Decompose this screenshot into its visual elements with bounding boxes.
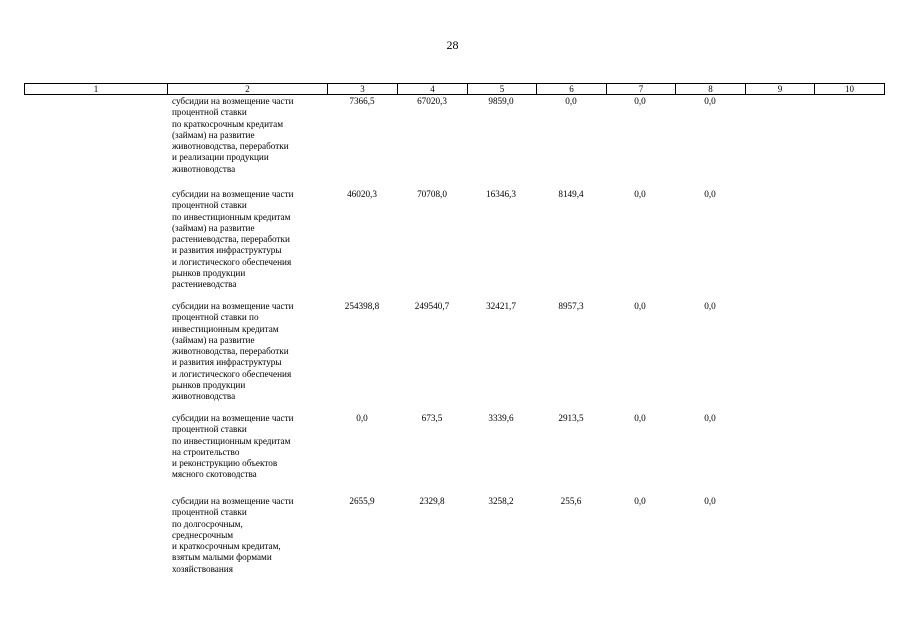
column-number-3: 3 xyxy=(328,84,398,95)
cell-col-5: 3339,6 xyxy=(488,413,514,423)
cell-col-4: 2329,8 xyxy=(419,496,445,506)
cell-col-6: 8149,4 xyxy=(558,189,584,199)
page-number: 28 xyxy=(446,38,459,52)
cell-col-3: 46020,3 xyxy=(347,189,377,199)
cell-col-3: 2655,9 xyxy=(349,496,375,506)
cell-col-7: 0,0 xyxy=(634,189,646,199)
column-number-8: 8 xyxy=(676,84,746,95)
cell-col-3: 7366,5 xyxy=(349,96,375,106)
cell-col-8: 0,0 xyxy=(704,301,716,311)
column-number-9: 9 xyxy=(746,84,815,95)
cell-col-7: 0,0 xyxy=(634,413,646,423)
cell-col-3: 254398,8 xyxy=(344,301,380,311)
row-description: субсидии на возмещение части процентной ставки по инвестиционным кредитам (займам) на развитие растениеводства, переработки и развития инфраструктуры и логистического обеспечения рынков продукции растениеводства xyxy=(172,189,294,290)
cell-col-5: 32421,7 xyxy=(486,301,516,311)
header-row xyxy=(25,84,885,95)
column-number-5: 5 xyxy=(468,84,537,95)
cell-col-8: 0,0 xyxy=(704,413,716,423)
cell-col-8: 0,0 xyxy=(704,496,716,506)
cell-col-4: 70708,0 xyxy=(417,189,447,199)
cell-col-6: 2913,5 xyxy=(558,413,584,423)
column-number-2: 2 xyxy=(168,84,328,95)
cell-col-5: 16346,3 xyxy=(486,189,516,199)
row-description: субсидии на возмещение части процентной ставки по долгосрочным, среднесрочным и краткосрочным кредитам, взятым малыми формами хозяйствования xyxy=(172,496,294,574)
cell-col-5: 3258,2 xyxy=(488,496,514,506)
cell-col-6: 0,0 xyxy=(565,96,577,106)
cell-col-4: 67020,3 xyxy=(417,96,447,106)
row-description: субсидии на возмещение части процентной ставки по инвестиционным кредитам (займам) на развитие животноводства, переработки и развития инфраструктуры и логистического обеспечения рынков продукции животноводства xyxy=(172,301,294,402)
column-number-1: 1 xyxy=(25,84,168,95)
cell-col-8: 0,0 xyxy=(704,96,716,106)
column-number-6: 6 xyxy=(537,84,607,95)
cell-col-3: 0,0 xyxy=(356,413,368,423)
cell-col-8: 0,0 xyxy=(704,189,716,199)
row-description: субсидии на возмещение части процентной ставки по краткосрочным кредитам (займам) на развитие животноводства, переработки и реализации продукции животноводства xyxy=(172,96,294,174)
cell-col-4: 673,5 xyxy=(421,413,443,423)
cell-col-5: 9859,0 xyxy=(488,96,514,106)
cell-col-7: 0,0 xyxy=(634,496,646,506)
cell-col-7: 0,0 xyxy=(634,96,646,106)
column-number-header xyxy=(24,83,885,95)
column-number-7: 7 xyxy=(607,84,676,95)
column-number-10: 10 xyxy=(815,84,885,95)
column-number-4: 4 xyxy=(398,84,468,95)
cell-col-6: 255,6 xyxy=(560,496,582,506)
cell-col-6: 8957,3 xyxy=(558,301,584,311)
cell-col-4: 249540,7 xyxy=(414,301,450,311)
row-description: субсидии на возмещение части процентной ставки по инвестиционным кредитам на строительство и реконструкцию объектов мясного скотоводства xyxy=(172,413,294,480)
cell-col-7: 0,0 xyxy=(634,301,646,311)
